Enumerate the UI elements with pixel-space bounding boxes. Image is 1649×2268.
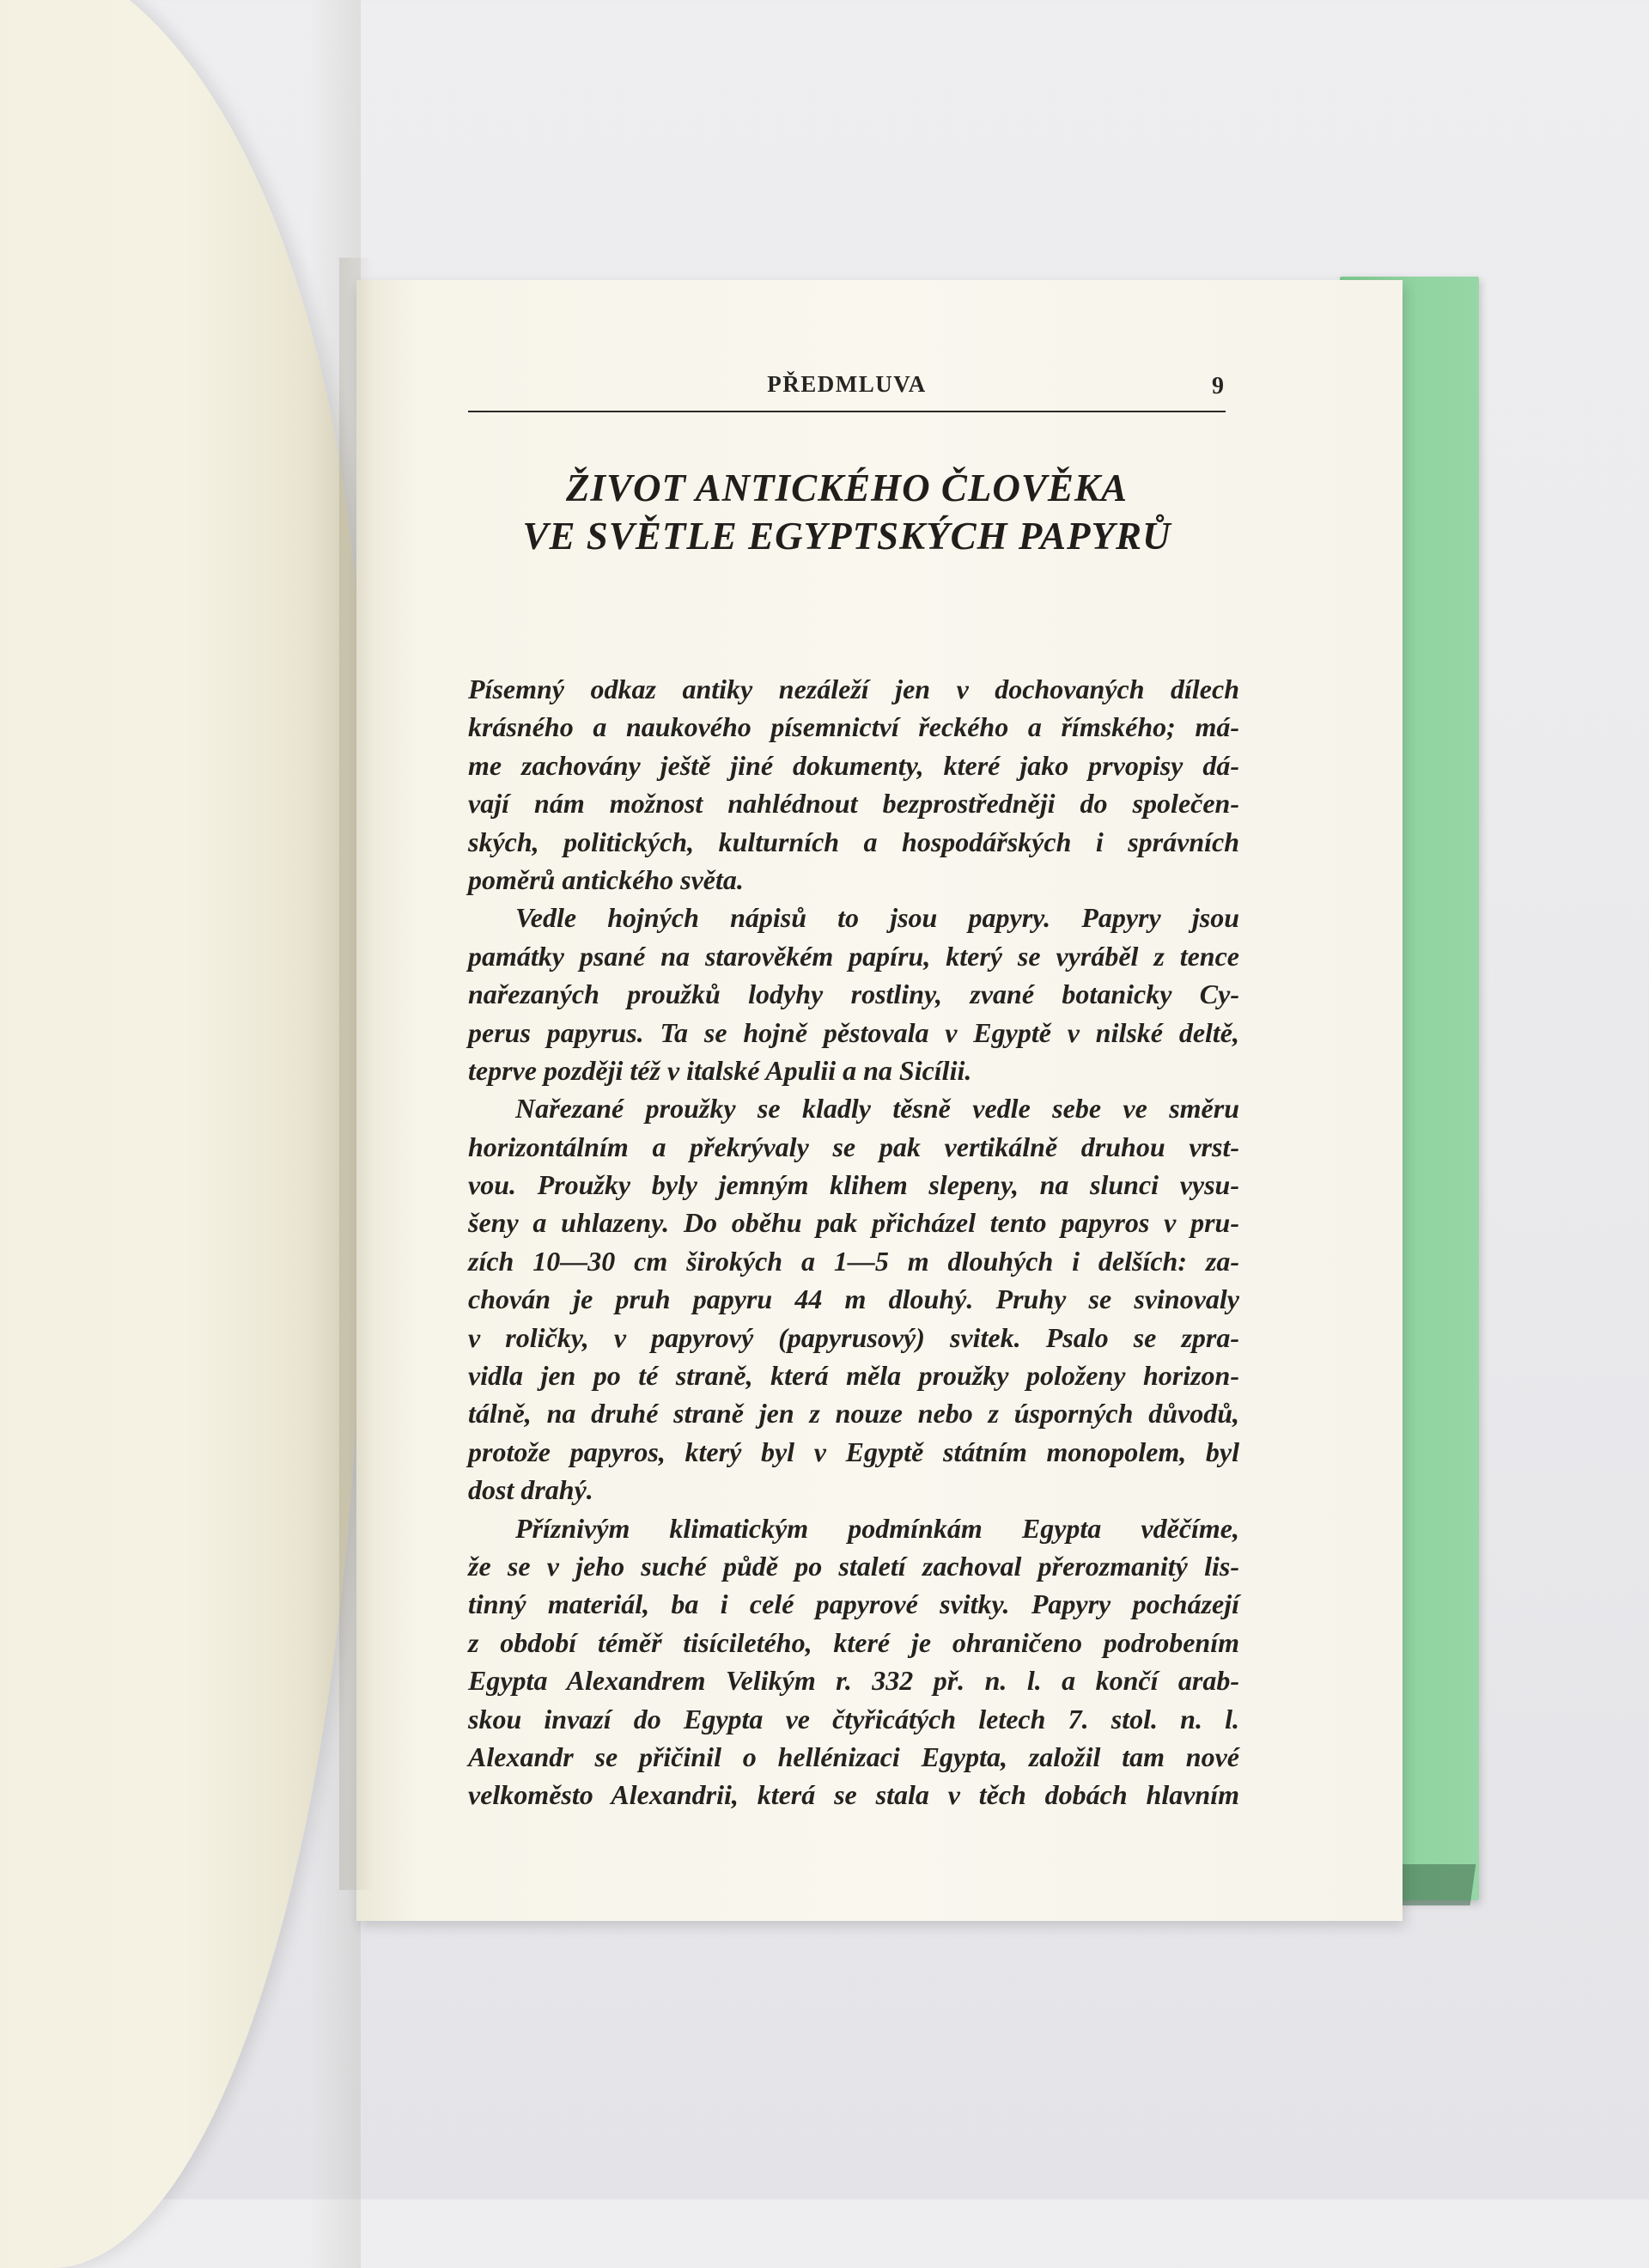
text-line: me zachovány ještě jiné dokumenty, které jako prvopisy dá- <box>468 749 1239 781</box>
text-line: zích 10—30 cm širokých a 1—5 m dlouhých i delších: za- <box>468 1245 1239 1277</box>
text-line: nařezaných proužků lodyhy rostliny, zvané botanicky Cy- <box>468 979 1239 1010</box>
text-line: chován je pruh papyru 44 m dlouhý. Pruhy se svinovaly <box>468 1283 1239 1315</box>
text-line: tinný materiál, ba i celé papyrové svitky. Papyry pocházejí <box>468 1588 1239 1620</box>
text-line: teprve později též v italské Apulii a na Sicílii. <box>468 1054 972 1086</box>
text-line: vidla jen po té straně, která měla proužky položeny horizon- <box>468 1360 1239 1392</box>
text-line: velkoměsto Alexandrii, která se stala v těch dobách hlavním <box>468 1779 1239 1811</box>
page-gutter-shadow <box>339 258 374 1890</box>
text-line: z období téměř tisíciletého, které je ohraničeno podrobením <box>468 1626 1239 1658</box>
running-head <box>468 368 1226 412</box>
text-line: v roličky, v papyrový (papyrusový) svitek. Psalo se zpra- <box>468 1321 1239 1353</box>
text-line: Vedle hojných nápisů to jsou papyry. Papyry jsou <box>515 902 1239 934</box>
text-line: Alexandr se přičinil o hellénizaci Egypta, založil tam nové <box>468 1741 1239 1772</box>
text-line: perus papyrus. Ta se hojně pěstovala v Egyptě v nilské deltě, <box>468 1016 1239 1048</box>
chapter-title-line-2: VE SVĚTLE EGYPTSKÝCH PAPYRŮ <box>522 515 1171 558</box>
page-number: 9 <box>1212 373 1224 399</box>
text-line: vají nám možnost nahlédnout bezprostředněji do společen- <box>468 788 1239 820</box>
text-line: šeny a uhlazeny. Do oběhu pak přicházel tento papyros v pru- <box>468 1207 1239 1239</box>
text-line: skou invazí do Egypta ve čtyřicátých letech 7. stol. n. l. <box>468 1703 1239 1735</box>
text-line: Příznivým klimatickým podmínkám Egypta vděčíme, <box>515 1512 1239 1544</box>
text-line: poměrů antického světa. <box>468 863 744 895</box>
text-line: krásného a naukového písemnictví řeckého a římského; má- <box>468 711 1239 743</box>
text-line: památky psané na starověkém papíru, který se vyráběl z tence <box>468 940 1239 972</box>
text-line: Písemný odkaz antiky nezáleží jen v dochovaných dílech <box>468 674 1239 704</box>
chapter-title <box>468 464 1226 560</box>
chapter-title-line-1: ŽIVOT ANTICKÉHO ČLOVĚKA <box>566 466 1128 509</box>
text-line: protože papyros, který byl v Egyptě státním monopolem, byl <box>468 1436 1239 1467</box>
text-line: dost drahý. <box>468 1474 593 1506</box>
text-line: Nařezané proužky se kladly těsně vedle sebe ve směru <box>515 1093 1239 1125</box>
left-page <box>0 0 361 2268</box>
text-line: tálně, na druhé straně jen z nouze nebo z úsporných důvodů, <box>468 1398 1239 1430</box>
text-line: ských, politických, kulturních a hospodářských i správních <box>468 826 1239 857</box>
text-line: horizontálním a překrývaly se pak vertikálně druhou vrst- <box>468 1131 1239 1162</box>
text-line: Egypta Alexandrem Velikým r. 332 př. n. l. a končí arab- <box>468 1665 1239 1697</box>
body-text <box>468 670 1239 1814</box>
text-line: vou. Proužky byly jemným klihem slepeny, na slunci vysu- <box>468 1169 1239 1201</box>
running-head-title: PŘEDMLUVA <box>767 371 927 397</box>
text-line: že se v jeho suché půdě po staletí zachoval přerozmanitý lis- <box>468 1550 1239 1582</box>
